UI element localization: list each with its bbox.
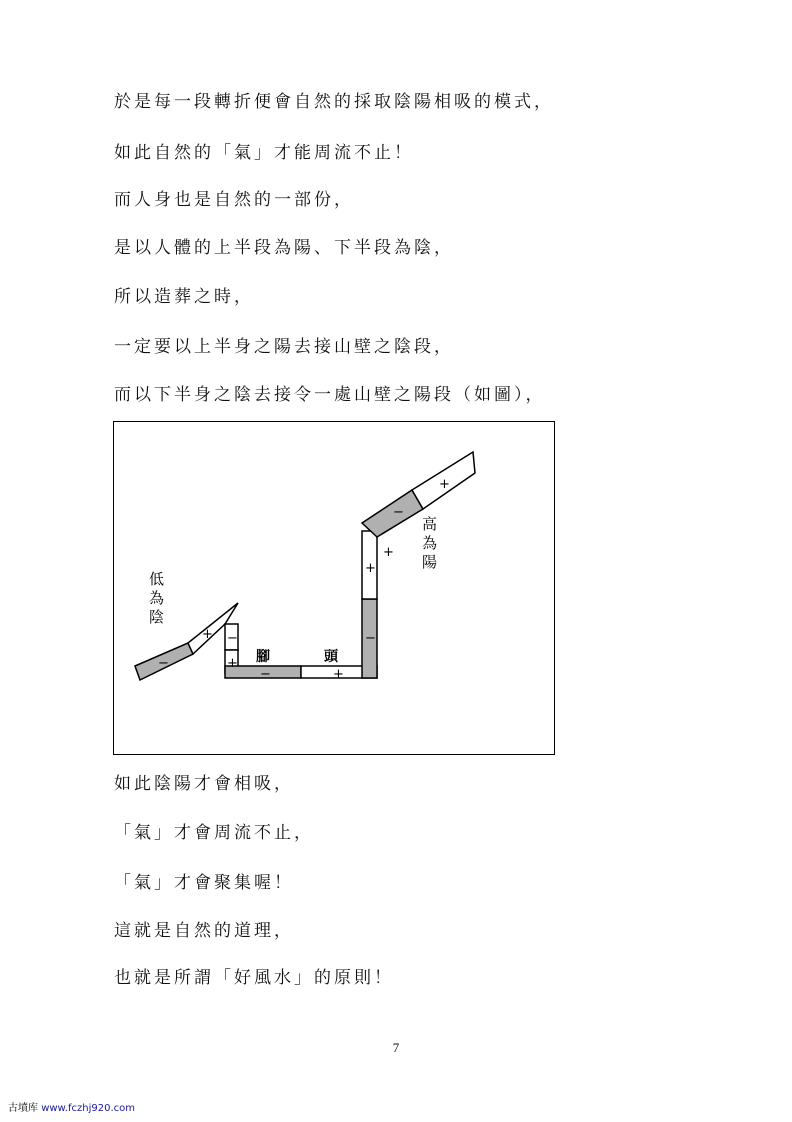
text-line: 「氣」才會周流不止， xyxy=(114,823,314,843)
label-low-char: 低 xyxy=(149,570,165,588)
text-line: 也就是所謂「好風水」的原則！ xyxy=(114,968,394,988)
label-low-char: 為 xyxy=(149,589,165,607)
label-high-char: 陽 xyxy=(422,553,438,571)
plus-sign: + xyxy=(365,561,376,576)
minus-sign: − xyxy=(227,631,238,646)
text-line: 「氣」才會聚集喔！ xyxy=(114,873,294,893)
text-line: 而人身也是自然的一部份， xyxy=(114,190,354,210)
plus-sign: + xyxy=(227,656,238,671)
text-line: 如此自然的「氣」才能周流不止！ xyxy=(114,143,414,163)
text-line: 如此陰陽才會相吸， xyxy=(114,774,294,794)
page-number: 7 xyxy=(392,1040,400,1055)
minus-sign: − xyxy=(260,667,271,682)
label-high-char: 高 xyxy=(422,515,438,533)
text-line: 是以人體的上半段為陽、下半段為陰， xyxy=(114,238,454,258)
plus-sign: + xyxy=(202,627,213,642)
plus-sign: + xyxy=(439,477,450,492)
plus-sign: + xyxy=(383,545,394,560)
text-line: 於是每一段轉折便會自然的採取陰陽相吸的模式， xyxy=(114,92,554,112)
label-head: 頭 xyxy=(324,649,338,665)
yin-yang-terrain-diagram xyxy=(113,421,555,755)
plus-sign: + xyxy=(333,667,344,682)
text-line: 這就是自然的道理， xyxy=(114,921,294,941)
watermark xyxy=(8,1099,135,1114)
minus-sign: − xyxy=(365,631,376,646)
text-line: 而以下半身之陰去接令一處山壁之陽段（如圖）， xyxy=(114,385,546,405)
text-line: 一定要以上半身之陽去接山壁之陰段， xyxy=(114,337,454,357)
label-low-char: 陰 xyxy=(149,608,165,626)
minus-sign: − xyxy=(158,656,169,671)
text-line: 所以造葬之時， xyxy=(114,287,254,307)
label-feet: 腳 xyxy=(256,649,270,665)
label-high-char: 為 xyxy=(422,534,438,552)
watermark-name: 古墳库 xyxy=(8,1103,38,1114)
watermark-url[interactable]: www.fczhj920.com xyxy=(41,1103,135,1114)
minus-sign: − xyxy=(393,505,404,520)
diagram-svg xyxy=(114,422,556,756)
